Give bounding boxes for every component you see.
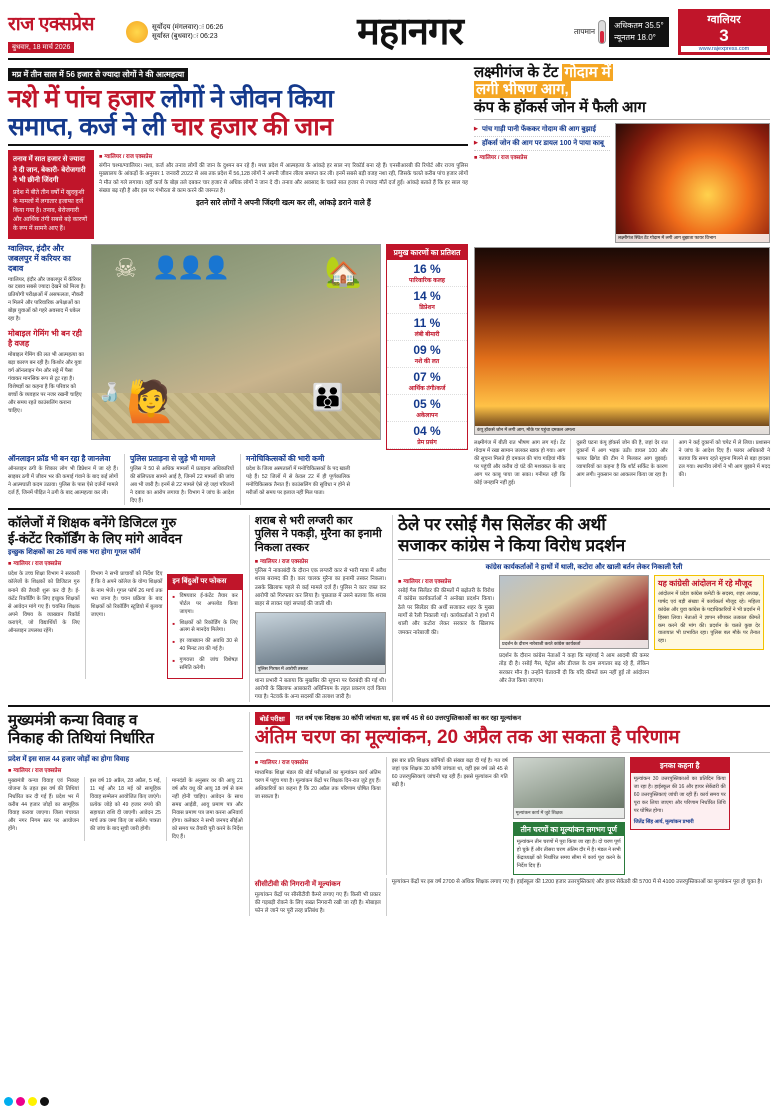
- lead-strap: इतने सारे लोगों ने अपनी जिंदगी खत्म कर ली, आंकड़े डराने वाले हैं: [196, 197, 371, 207]
- temp-max: अधिकतम 35.5°: [614, 21, 664, 31]
- lead-illustration: [91, 244, 381, 440]
- liquor-body: पुलिस ने नाकाबंदी के दौरान एक लग्जरी कार से भारी मात्रा में अवैध शराब बरामद की है। कार चालक मुरैना का इनामी तस्कर निकला। उसके खिलाफ पहले से कई मामले दर्ज हैं। पुलिस ने कार जब्त कर आरोपी को गिरफ्तार कर लिया है। पूछताछ में उसने बताया कि शराब बाहर से लाकर यहां सप्लाई की जाती थी।: [254, 567, 387, 608]
- percent-value: 07 %: [413, 369, 441, 384]
- fire-headline-part3: लगी भीषण आग,: [476, 81, 569, 99]
- skull-icon: ☠: [114, 252, 138, 283]
- fire-bullet: ▶ हॉकर्स जोन की आग पर डायल 100 ने पाया काबू: [474, 137, 610, 151]
- percent-value: 16 %: [413, 261, 441, 276]
- bottom-zone: [8, 712, 770, 916]
- fire-story: [474, 64, 770, 505]
- lead-body-text: संगीन चश्मा/ग्वालियर। नशा, कर्ज और तनाव लोगों की जान के दुश्मन बन रहे हैं। मध्य प्रदेश में आत्महत्या के आंकड़े हर साल नए रिकॉर्ड बना रहे हैं। एनसीआरबी की रिपोर्ट और राज्य पुलिस मुख्यालय के आंकड़ों के अनुसार 1 जनवरी 2022 से अब तक प्रदेश में 56,128 लोगों ने अपनी जीवन लीला समाप्त कर ली। इनमें सबसे बड़ी वजह नशा रही, जिसके चलते करीब पांच हजार लोगों ने मौत को गले लगाया। वहीं कर्ज के बोझ तले दबकर चार हजार से अधिक लोगों ने जान दे दी। तनाव और अवसाद के चलते सात हजार से ज्यादा मौतें दर्ज हुईं। आंकड़े बताते हैं कि हर साल यह संख्या बढ़ रही है और इस पर गंभीरता से काम करने की जरूरत है।: [99, 163, 468, 195]
- focus-item: ■ हर व्याख्यान की अवधि 30 से 40 मिनट तय की गई है।: [172, 638, 237, 654]
- crowd-silhouette-icon: 👤👤👤: [152, 254, 229, 280]
- lead-headline-part1: नशे में पांच हजार: [8, 85, 155, 113]
- causes-percent-title: प्रमुख कारणों का प्रतिशत: [387, 245, 467, 260]
- college-story: [8, 515, 243, 702]
- fire-headline-part4: कंप के हॉकर्स जोन में फैली आग: [474, 98, 646, 116]
- percent-label: आर्थिक तंगी/कर्ज: [408, 385, 446, 392]
- gas-sidebar-text: आंदोलन में प्रदेश कांग्रेस कमेटी के सदस्य, शहर अध्यक्ष, पार्षद एवं बड़ी संख्या में कार्यकर्ता मौजूद रहे। महिला कांग्रेस और युवा कांग्रेस के पदाधिकारियों ने भी प्रदर्शन में हिस्सा लिया। नेताओं ने ज्ञापन सौंपकर तत्काल कीमतें कम करने की मांग की। प्रदर्शन के चलते कुछ देर यातायात भी प्रभावित रहा। पुलिस बल मौके पर तैनात रहा।: [658, 590, 761, 645]
- college-col-2: विभाग ने सभी प्राचार्यों को निर्देश दिए हैं कि वे अपने कॉलेज के योग्य शिक्षकों के नाम भेजें। गूगल फॉर्म 26 मार्च तक भरा जाना है। चयन प्रक्रिया के बाद शिक्षकों को रिकॉर्डिंग स्टूडियो में बुलाया जाएगा।: [85, 570, 163, 679]
- sun-icon: [126, 21, 148, 43]
- gas-byline: ■ ग्वालियर / राज एक्सप्रेस: [398, 577, 494, 585]
- exam-quote-author: जितेंद्र सिंह आर्य, मूल्यांकन प्रभारी: [633, 818, 694, 825]
- sub-column: [8, 454, 118, 506]
- percent-value: 09 %: [413, 342, 441, 357]
- cmyk-registration-marks: [0, 1095, 53, 1108]
- percent-value: 11 %: [413, 315, 441, 330]
- lead-sub-columns: [8, 454, 468, 506]
- liquor-body-2: थाना प्रभारी ने बताया कि मुखबिर की सूचना पर घेराबंदी की गई थी। आरोपी के खिलाफ आबकारी अधिनियम के तहत प्रकरण दर्ज किया गया है। नेटवर्क के अन्य सदस्यों की तलाश जारी है।: [254, 677, 387, 701]
- man-figure-icon: 🙋: [126, 379, 176, 424]
- exam-cctv-text: मूल्यांकन केंद्रों पर सीसीटीवी कैमरे लगाए गए हैं। किसी भी प्रकार की गड़बड़ी रोकने के लिए सख्त निगरानी रखी जा रही है। मोबाइल फोन ले जाने पर पूरी तरह प्रतिबंध है।: [254, 891, 381, 915]
- fire-byline: ■ ग्वालियर / राज एक्सप्रेस: [474, 153, 610, 161]
- liquor-byline: ■ ग्वालियर / राज एक्सप्रेस: [255, 557, 386, 565]
- gas-photo-caption: प्रदर्शन के दौरान नारेबाजी करते कांग्रेस कार्यकर्ता: [500, 640, 648, 648]
- exam-photo: [513, 757, 625, 819]
- thermometer-icon: [598, 20, 606, 44]
- liquor-headline: [255, 515, 386, 555]
- college-focus-title: इन बिंदुओं पर फोकस: [168, 575, 241, 590]
- gas-protest-story: [392, 515, 770, 702]
- temperature-widget: [574, 17, 674, 46]
- fire-bullet: ▶ पांच गाड़ी पानी फेंककर गोदाम की आग बुझाई: [474, 123, 610, 137]
- exam-top-line: गत वर्ष एक शिक्षक 30 कॉपी जांचता था, इस वर्ष 45 से 60 उत्तरपुस्तिकाओं का कर रहा मूल्यांकन: [295, 714, 522, 722]
- magenta-dot: [16, 1097, 25, 1106]
- edition-city: ग्वालियर: [707, 14, 741, 26]
- college-headline: [8, 515, 243, 546]
- top-zone: [8, 64, 770, 505]
- lead-side-column: [8, 244, 86, 450]
- exam-quote-text: मूल्यांकन 30 उत्तरपुस्तिकाओं का प्रतिदिन किया जा रहा है। हाईस्कूल की 16 और हायर सेकेंडरी की 60 उत्तरपुस्तिकाएं जांची जा रही हैं। कार्य समय पर पूरा कर लिया जाएगा और परिणाम निर्धारित तिथि पर घोषित होगा।: [633, 776, 726, 814]
- fire-headline-part1: लक्ष्मीगंज के टेंट: [474, 64, 559, 81]
- exam-col-2: इस बार प्रति शिक्षक कॉपियों की संख्या बढ़ा दी गई है। गत वर्ष जहां एक शिक्षक 30 कॉपी जांचता था, वहीं इस वर्ष उसे 45 से 60 उत्तरपुस्तिकाएं जांचनी पड़ रही हैं। इससे मूल्यांकन की गति बढ़ी है।: [391, 757, 508, 788]
- liquor-headline-line2: पुलिस ने पकड़ी, मुरैना का इनामी निकला तस्कर: [254, 528, 382, 554]
- family-figure-icon: 👪: [311, 381, 344, 412]
- lead-headline: [8, 85, 468, 141]
- sunset-label: सूर्यास्त (बुधवार)ः 06:23: [152, 33, 218, 40]
- percent-label: प्रेम प्रसंग: [417, 439, 437, 446]
- publisher-logo[interactable]: [8, 10, 126, 54]
- percent-label: डिप्रेशन: [419, 304, 435, 311]
- gas-headline-line2: सजाकर कांग्रेस ने किया विरोध प्रदर्शन: [398, 535, 626, 555]
- lead-side-head-1: ग्वालियर, इंदौर और जबलपुर में करियर का दबाव: [8, 243, 71, 273]
- marriage-subhead: प्रदेश में इस साल 44 हजार जोड़ों का होगा विवाह: [8, 755, 130, 763]
- lead-side-text-2: मोबाइल गेमिंग की लत भी आत्महत्या का बड़ा कारण बन रही है। किशोर और युवा वर्ग ऑनलाइन गेम और सट्टे में पैसा गंवाकर मानसिक रूप से टूट रहा है। विशेषज्ञों का कहना है कि परिवार को बच्चों के व्यवहार पर नजर रखनी चाहिए और समय रहते काउंसलिंग कराना चाहिए।: [8, 352, 84, 414]
- sun-times: [126, 21, 246, 43]
- fire-body-col-3: आग ने कई दुकानों को चपेट में ले लिया। प्रशासन ने जांच के आदेश दिए हैं। फायर अधिकारी ने बताया कि समय रहते सूचना मिलने से बड़ा हादसा टल गया। स्थानीय लोगों ने भी आग बुझाने में मदद की।: [673, 439, 770, 487]
- liquor-story: [249, 515, 386, 702]
- exam-green-text: मूल्यांकन तीन चरणों में पूरा किया जा रहा है। दो चरण पूर्ण हो चुके हैं और तीसरा चरण अंतिम दौर में है। मंडल ने सभी केंद्राध्यक्षों को निर्धारित समय सीमा में कार्य पूरा करने के निर्देश दिए हैं।: [516, 838, 621, 869]
- temperature-label: तापमान: [574, 27, 596, 36]
- lead-story: [8, 64, 468, 505]
- gas-col-1: रसोई गैस सिलेंडर की कीमतों में बढ़ोतरी के विरोध में कांग्रेस कार्यकर्ताओं ने अनोखा प्रदर्शन किया। ठेले पर सिलेंडर की अर्थी सजाकर शहर के मुख्य मार्गों से रैली निकाली गई। कार्यकर्ताओं ने हाथों में थाली और कटोरा लेकर सरकार के खिलाफ जमकर नारेबाजी की।: [398, 587, 495, 636]
- lead-headline-part2: लोगों ने जीवन किया: [160, 85, 334, 113]
- website-url[interactable]: www.rajexpress.com: [681, 46, 767, 52]
- exam-green-box: [513, 822, 625, 875]
- percent-label: नशे की लत: [414, 358, 440, 365]
- percent-row: [387, 395, 467, 422]
- fire-body-col-1: लक्ष्मीगंज में बीती रात भीषण आग लग गई। टेंट गोदाम में रखा सामान जलकर खाक हो गया। आग की सूचना मिलते ही दमकल की पांच गाड़ियां मौके पर पहुंचीं और करीब दो घंटे की मशक्कत के बाद आग पर काबू पाया जा सका। गनीमत रही कि कोई जनहानि नहीं हुई।: [474, 439, 566, 487]
- percent-row: [387, 260, 467, 287]
- marriage-headline-line1: मुख्यमंत्री कन्या विवाह व: [8, 711, 138, 729]
- sub-column-text: पुलिस ने 50 से अधिक मामलों में प्रताड़ना अधिकारियों की संलिप्तता सामने आई है, जिनमें 22 मामलों की जांच अब भी जारी है। इनमें से 22 मामले ऐसे रहे जहां परिजनों ने दबाव का आरोप लगाया है। विभाग ने जांच के आदेश दिए हैं।: [130, 465, 234, 505]
- lead-headline-part3: समाप्त, कर्ज ने ली: [8, 113, 166, 141]
- gas-headline: [398, 515, 770, 556]
- lead-highlight-text: प्रदेश में बीते तीन वर्षों में खुदकुशी के मामलों में लगातार इजाफा दर्ज किया गया है। तनाव, बेरोजगारी और आर्थिक तंगी सबसे बड़े कारणों के रूप में सामने आए हैं।: [13, 189, 88, 232]
- percent-row: [387, 368, 467, 395]
- causes-percent-box: [386, 244, 468, 450]
- edition-number: 3: [719, 26, 729, 45]
- focus-item: ■ विषयवार ई-कंटेंट तैयार कर पोर्टल पर अपलोड किया जाएगा।: [172, 593, 237, 616]
- edition-badge: [678, 9, 770, 55]
- marriage-col-1: मुख्यमंत्री कन्या विवाह एवं निकाह योजना के तहत इस वर्ष की तिथियां निर्धारित कर दी गई हैं। प्रदेश भर में करीब 44 हजार जोड़ों का सामूहिक विवाह कराया जाएगा। जिला पंचायत और नगर निगम स्तर पर आयोजन होंगे।: [8, 777, 79, 833]
- sub-column-head: ऑनलाइन फ्रॉड भी बन रहा है जानलेवा: [8, 453, 111, 463]
- marriage-headline: [8, 712, 243, 748]
- fire-bullet-list: [474, 123, 610, 243]
- exam-byline: ■ ग्वालियर / राज एक्सप्रेस: [255, 759, 381, 768]
- sub-column-head: मनोचिकित्सकों की भारी कमी: [246, 453, 325, 463]
- lead-side-head-2: मोबाइल गेमिंग भी बन रही है वजह: [8, 329, 82, 349]
- lead-headline-part4: चार हजार की जान: [171, 113, 333, 141]
- gas-sidebar: [654, 575, 764, 650]
- lead-highlight-box: [8, 150, 94, 239]
- page-title: [246, 13, 574, 51]
- sub-column-text: प्रदेश के जिला अस्पतालों में मनोचिकित्सकों के पद खाली पड़े हैं। 52 जिलों में से केवल 22 में ही पूर्णकालिक मनोचिकित्सक तैनात हैं। काउंसलिंग की सुविधा न होने से मरीजों को समय पर इलाज नहीं मिल पाता।: [246, 465, 350, 497]
- sub-column: [240, 454, 350, 506]
- fire-photo-1: [615, 123, 770, 243]
- percent-label: पारिवारिक कलह: [408, 277, 445, 284]
- exam-col-1: माध्यमिक शिक्षा मंडल की बोर्ड परीक्षाओं का मूल्यांकन कार्य अंतिम चरण में पहुंच गया है। मूल्यांकन केंद्रों पर शिक्षक दिन-रात जुटे हुए हैं। अधिकारियों का कहना है कि 20 अप्रैल तक परिणाम घोषित किया जा सकता है।: [254, 770, 381, 801]
- house-icon: 🏡: [324, 255, 362, 289]
- marriage-col-3: मानदंडों के अनुसार वर की आयु 21 वर्ष और वधू की आयु 18 वर्ष से कम नहीं होनी चाहिए। आवेदन के साथ समग्र आईडी, आयु प्रमाण पत्र और निवास प्रमाण पत्र जमा करना अनिवार्य होगा। कलेक्टर ने सभी जनपद सीईओ को समय पर तैयारी पूरी करने के निर्देश दिए हैं।: [166, 777, 243, 842]
- fire-headline: [474, 64, 770, 116]
- exam-quote-box: [630, 757, 730, 831]
- publisher-name: राज एक्सप्रेस: [8, 14, 95, 35]
- marriage-story: [8, 712, 243, 916]
- exam-bottom-text: मूल्यांकन केंद्रों पर इस वर्ष 2700 से अधिक शिक्षक लगाए गए हैं। हाईस्कूल की 1200 हजार उत्तरपुस्तिकाएं और हायर सेकेंडरी की 5700 में से 4100 उत्तरपुस्तिकाओं का मूल्यांकन पूरा हो चुका है।: [391, 878, 763, 885]
- gas-photo: [499, 575, 649, 649]
- yellow-dot: [28, 1097, 37, 1106]
- marriage-headline-line2: निकाह की तिथियां निर्धारित: [8, 729, 154, 747]
- gas-sidebar-title: यह कांग्रेसी आंदोलन में रहे मौजूद: [658, 578, 752, 588]
- exam-headline: अंतिम चरण का मूल्यांकन, 20 अप्रैल तक आ सकता है परिणाम: [254, 726, 680, 748]
- cyan-dot: [4, 1097, 13, 1106]
- exam-photo-caption: मूल्यांकन कार्य में जुटे शिक्षक: [514, 808, 624, 817]
- liquor-headline-line1: शराब से भरी लग्जरी कार: [254, 515, 353, 528]
- masthead: [8, 6, 770, 60]
- gas-headline-line1: ठेले पर रसोई गैस सिलेंडर की अर्थी: [398, 515, 606, 535]
- mid-zone: [8, 515, 770, 702]
- lead-highlight-title: तनाव में सात हजार से ज्यादा ने दी जान, बेकारी- बेरोजगारी ने भी छीनी जिंदगी: [13, 156, 86, 184]
- exam-story: [249, 712, 770, 916]
- exam-quote-title: इनका कहना है: [631, 758, 729, 774]
- percent-label: लंबी बीमारी: [414, 331, 440, 338]
- percent-value: 14 %: [413, 288, 441, 303]
- sub-column: [124, 454, 234, 506]
- percent-row: [387, 341, 467, 368]
- exam-section-badge: बोर्ड परीक्षा: [255, 712, 290, 725]
- liquor-photo-caption: पुलिस गिरफ्त में आरोपी तस्कर: [256, 665, 385, 673]
- college-headline-line1: कॉलेजों में शिक्षक बनेंगे डिजिटल गुरु: [8, 515, 177, 531]
- percent-value: 04 %: [413, 423, 441, 438]
- percent-row: [387, 314, 467, 341]
- temp-min: न्यूनतम 18.0°: [614, 33, 656, 42]
- masthead-title-text: महानगर: [357, 11, 463, 53]
- college-col-1: प्रदेश के उच्च शिक्षा विभाग ने सरकारी कॉलेजों के शिक्षकों को डिजिटल गुरु बनाने की तैयारी शुरू कर दी है। ई-कंटेंट रिकॉर्डिंग के लिए इच्छुक शिक्षकों से आवेदन मांगे गए हैं। चयनित शिक्षक अपने विषय के व्याख्यान रिकॉर्ड कराएंगे, जो विद्यार्थियों के लिए ऑनलाइन उपलब्ध रहेंगे।: [8, 571, 80, 634]
- gas-subhead: कांग्रेस कार्यकर्ताओं ने हाथों में थाली, कटोरा और खाली बर्तन लेकर निकाली रैली: [485, 563, 683, 571]
- percent-row: [387, 287, 467, 314]
- percent-value: 05 %: [413, 396, 441, 411]
- sunrise-label: सूर्योदय (मंगलवार)ः 06:26: [152, 24, 224, 31]
- exam-green-title: तीन चरणों का मूल्यांकन लगभग पूर्ण: [514, 823, 624, 836]
- focus-item: ■ शिक्षकों को रिकॉर्डिंग के लिए अलग से मानदेय मिलेगा।: [172, 620, 237, 636]
- percent-row: [387, 422, 467, 449]
- college-headline-line2: ई-कंटेंट रिकॉर्डिंग के लिए मांगे आवेदन: [8, 530, 182, 546]
- fire-body-col-2: दूसरी घटना कंपू हॉकर्स जोन की है, जहां देर रात दुकानों में आग भड़क उठी। डायल 100 और फायर ब्रिगेड की टीम ने मिलकर आग बुझाई। व्यापारियों का कहना है कि शॉर्ट सर्किट के कारण आग लगी। नुकसान का आकलन किया जा रहा है।: [570, 439, 667, 487]
- lead-side-text-1: ग्वालियर, इंदौर और जबलपुर में कॅरियर का दबाव सबसे ज्यादा देखने को मिला है। प्रतियोगी परीक्षाओं में असफलता, नौकरी न मिलने और पारिवारिक अपेक्षाओं का बोझ युवाओं को गहरे अवसाद में धकेल रहा है।: [8, 276, 86, 323]
- sub-column-head: पुलिस प्रताड़ना से जुड़े भी मामले: [130, 453, 216, 463]
- liquor-photo: [255, 612, 386, 674]
- college-subhead: इच्छुक शिक्षकों का 26 मार्च तक भरा होगा गूगल फॉर्म: [8, 549, 141, 557]
- lead-byline: ■ ग्वालियर / राज एक्सप्रेस: [99, 152, 468, 160]
- lead-kicker: मप्र में तीन साल में 56 हजार से ज्यादा लोगों ने की आत्महत्या: [8, 68, 188, 81]
- fire-headline-part2: गोदाम में: [564, 64, 611, 81]
- marriage-col-2: इस वर्ष 19 अप्रैल, 28 अप्रैल, 5 मई, 11 मई और 18 मई को सामूहिक विवाह सम्मेलन आयोजित किए जाएंगे। प्रत्येक जोड़े को 49 हजार रुपये की सहायता राशि दी जाएगी। आवेदन 25 मार्च तक जमा किए जा सकेंगे। पात्रता की जांच के बाद सूची जारी होगी।: [84, 777, 161, 842]
- fire-body: [474, 439, 770, 487]
- issue-date: बुधवार, 18 मार्च 2026: [8, 42, 74, 53]
- black-dot: [40, 1097, 49, 1106]
- college-byline: ■ ग्वालियर / राज एक्सप्रेस: [8, 559, 243, 567]
- bottle-icon: 🍶: [98, 381, 121, 402]
- gas-col-2: प्रदर्शन के दौरान कांग्रेस नेताओं ने कहा कि महंगाई ने आम आदमी की कमर तोड़ दी है। रसोई गैस, पेट्रोल और डीजल के दाम लगातार बढ़ रहे हैं, लेकिन सरकार मौन है। उन्होंने चेतावनी दी कि यदि कीमतें कम नहीं हुईं तो आंदोलन और तेज किया जाएगा।: [499, 652, 650, 685]
- sub-column-text: ऑनलाइन ठगी के शिकार लोग भी डिप्रेशन में जा रहे हैं। साइबर ठगी में जीवन भर की कमाई गंवाने के बाद कई लोगों ने आत्मघाती कदम उठाया। पुलिस के पास ऐसे दर्जनों मामले दर्ज हैं, जिनमें पीड़ित ने ठगी के बाद आत्महत्या कर ली।: [8, 465, 118, 497]
- fire-photo-2-caption: कंपू हॉकर्स जोन में लगी आग, मौके पर पहुंचा दमकल अमला: [475, 426, 769, 434]
- fire-photo-1-caption: लक्ष्मीगंज स्थित टेंट गोदाम में लगी आग बुझाता फायर विभाग: [616, 234, 769, 242]
- exam-cctv-title: सीसीटीवी की निगरानी में मूल्यांकन: [254, 880, 341, 888]
- college-focus-box: [167, 574, 242, 679]
- percent-label: अकेलापन: [416, 412, 438, 419]
- fire-photo-2: [474, 247, 770, 435]
- marriage-byline: ■ ग्वालियर / राज एक्सप्रेस: [8, 766, 243, 774]
- focus-item: ■ गुणवत्ता की जांच विशेषज्ञ समिति करेगी।: [172, 657, 237, 673]
